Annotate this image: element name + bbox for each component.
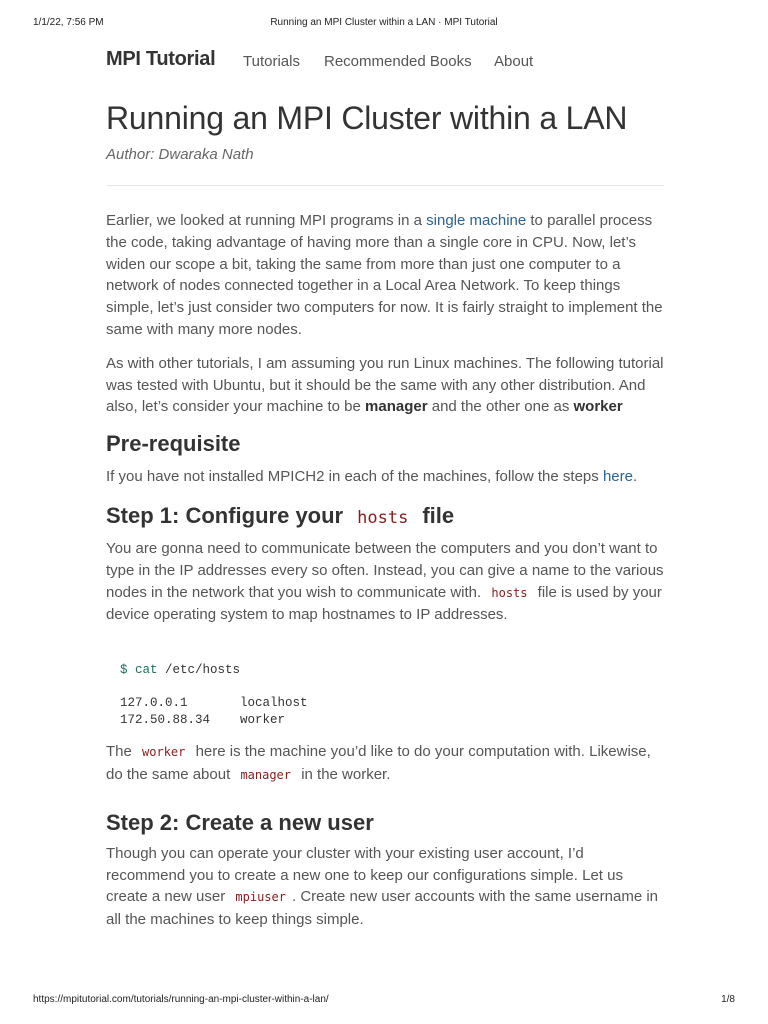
worker-explanation-paragraph: [106, 741, 664, 787]
code-hosts-row: [120, 712, 664, 729]
here-link[interactable]: here: [602, 468, 633, 486]
prerequisite-text: If you have not installed MPICH2 in each of the machines, follow the steps: [106, 468, 603, 486]
step1-text-1: You are gonna need to communicate between the computers and you don’t want to type in the IP addresses every so often. Instead, you can give a name to the various nodes in the network that you wish to communicate with.: [106, 539, 664, 601]
code-prompt: $: [120, 663, 128, 678]
code-argument: /etc/hosts: [157, 663, 241, 678]
prerequisite-heading: Pre-requisite: [106, 431, 241, 457]
step1-text-2: file is used by your device operating system to map hostnames to IP addresses.: [106, 583, 662, 624]
mpiuser-inline-code: mpiuser: [235, 890, 286, 905]
step2-text-2: . Create new user accounts with the same username in all the machines to keep things simple.: [106, 888, 658, 929]
article-author: Author: Dwaraka Nath: [106, 146, 254, 163]
intro-text-2: to parallel process the code, taking advantage of having more than a single core in CPU. Now, let’s widen our scope a bit, taking the same from more than just one computer to a network of nodes connected together in a Local Area Network. To keep things simple, let’s just consider two computers for now. It is fairly straight to implement the same with many more nodes.: [106, 212, 663, 338]
manager-term: manager: [365, 398, 428, 416]
navbar: [106, 48, 668, 76]
print-datetime: 1/1/22, 7:56 PM: [33, 17, 104, 28]
print-footer: [33, 994, 735, 1006]
article-title: Running an MPI Cluster within a LAN: [106, 100, 628, 136]
nav-link-about[interactable]: About: [494, 53, 534, 70]
nav-link-tutorials[interactable]: Tutorials: [243, 53, 300, 70]
manager-inline-code: manager: [240, 767, 292, 782]
assumptions-text-1: As with other tutorials, I am assuming you run Linux machines. The following tutorial was tested with Ubuntu, but it should be the same with any other distribution. And also, let’s consider your machine to be: [106, 354, 664, 416]
print-url: https://mpitutorial.com/tutorials/running-an-mpi-cluster-within-a-lan/: [33, 994, 329, 1005]
step2-text-1: Though you can operate your cluster with your existing user account, I’d recommend you to create a new one to keep our configurations simple. Let us create a new user: [106, 844, 623, 906]
worker-inline-code: worker: [142, 745, 186, 760]
code-ip: 127.0.0.1: [120, 696, 188, 711]
worker-text-3: in the worker.: [301, 765, 391, 783]
code-ip: 172.50.88.34: [120, 713, 211, 728]
code-command-line: [120, 662, 664, 679]
step1-heading-code: hosts: [357, 507, 409, 528]
hosts-inline-code: hosts: [491, 585, 528, 600]
prerequisite-end: .: [632, 468, 638, 486]
print-page-number: 1/8: [721, 994, 735, 1005]
site-brand-link[interactable]: MPI Tutorial: [106, 48, 216, 70]
intro-paragraph: [106, 210, 664, 341]
step2-paragraph: [106, 843, 664, 931]
hosts-code-block: [106, 662, 664, 729]
code-command: cat: [135, 663, 158, 678]
prerequisite-paragraph: [106, 466, 664, 488]
code-hosts-row: [120, 695, 664, 712]
step1-heading-text: Step 1: Configure your: [106, 502, 344, 528]
step1-paragraph: [106, 538, 664, 626]
code-hostname: localhost: [240, 696, 308, 711]
header-divider: [106, 185, 664, 186]
single-machine-link[interactable]: single machine: [426, 212, 527, 229]
print-header: [33, 17, 735, 29]
print-page-title: Running an MPI Cluster within a LAN · MPI Tutorial: [270, 17, 498, 28]
code-hostname: worker: [240, 713, 286, 728]
worker-term: worker: [573, 398, 623, 416]
intro-text-1: Earlier, we looked at running MPI programs in a: [106, 212, 427, 229]
worker-text-1: The: [106, 743, 132, 761]
assumptions-paragraph: [106, 353, 664, 418]
nav-link-recommended-books[interactable]: Recommended Books: [324, 53, 472, 70]
step1-heading-file: file: [422, 502, 455, 528]
article: [106, 96, 664, 931]
worker-text-2: here is the machine you’d like to do your computation with. Likewise, do the same about: [106, 743, 651, 783]
assumptions-text-2: and the other one as: [427, 398, 574, 416]
step1-heading: [106, 502, 664, 532]
step2-heading: Step 2: Create a new user: [106, 809, 374, 835]
